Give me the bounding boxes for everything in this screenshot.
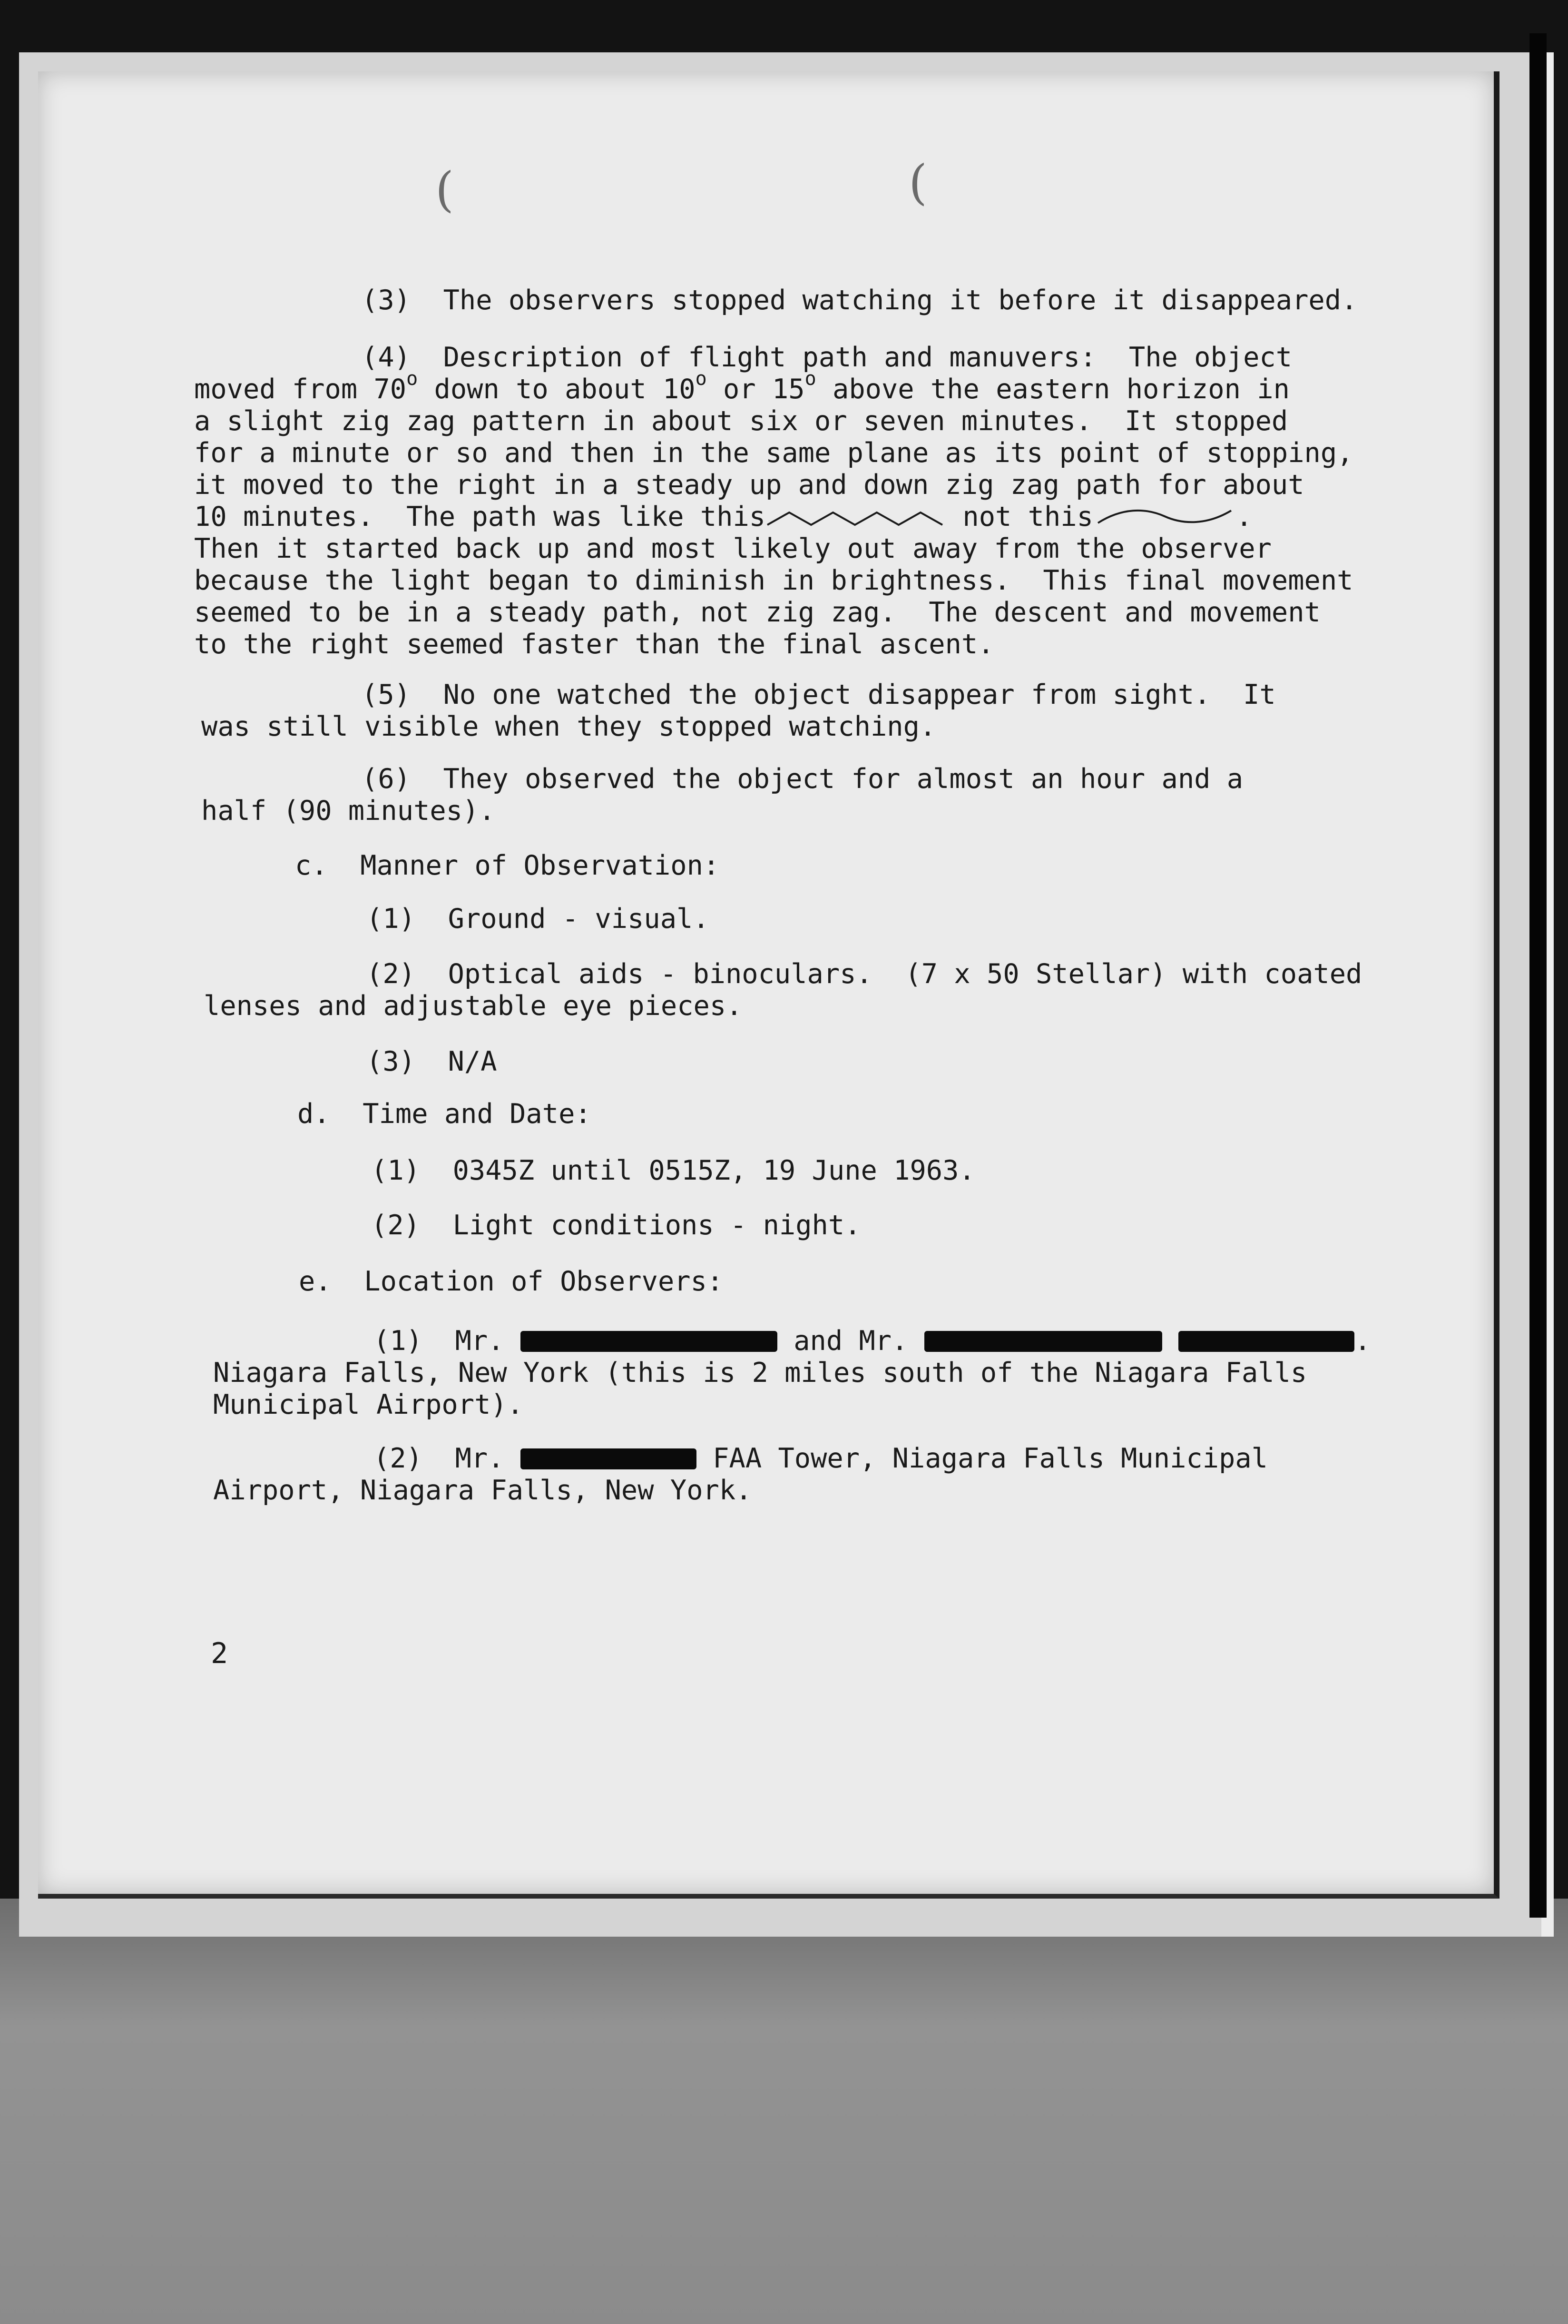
- underlying-sheet: [0, 1899, 1568, 2324]
- item-4-line-5: it moved to the right in a steady up and down zig zag path for about: [194, 469, 1304, 501]
- section-d-item-2: (2) Light conditions - night.: [371, 1210, 861, 1241]
- item-4-line-1: (4) Description of flight path and manuvers: The object: [362, 342, 1293, 373]
- section-d-item-1: (1) 0345Z until 0515Z, 19 June 1963.: [371, 1155, 975, 1186]
- section-d-heading: d. Time and Date:: [297, 1098, 591, 1130]
- item-4-line-6: 10 minutes. The path was like this not this .: [194, 501, 1253, 532]
- redaction-bar: [924, 1331, 1162, 1352]
- section-e-item-1-line-1: (1) Mr. and Mr. .: [373, 1325, 1371, 1357]
- item-5-line-1: (5) No one watched the object disappear from sight. It: [362, 679, 1276, 710]
- section-e-item-2-line-1: (2) Mr. FAA Tower, Niagara Falls Municipal: [373, 1443, 1268, 1474]
- smooth-wave-path-sketch-icon: [1093, 504, 1236, 532]
- item-4-line-9: seemed to be in a steady path, not zig zag. The descent and movement: [194, 597, 1321, 628]
- item-4-line-8: because the light began to diminish in brightness. This final movement: [194, 565, 1353, 596]
- section-c-item-2-line-1: (2) Optical aids - binoculars. (7 x 50 Stellar) with coated: [366, 958, 1362, 990]
- redaction-bar: [1178, 1331, 1354, 1352]
- punch-hole-mark-icon: (: [435, 162, 454, 217]
- item-4-line-10: to the right seemed faster than the final ascent.: [194, 629, 994, 660]
- frame-edge: [1529, 33, 1547, 1918]
- section-c-item-2-line-2: lenses and adjustable eye pieces.: [204, 990, 743, 1022]
- item-4-line-3: a slight zig zag pattern in about six or seven minutes. It stopped: [194, 405, 1288, 437]
- section-c-item-3: (3) N/A: [366, 1046, 497, 1077]
- section-c-heading: c. Manner of Observation:: [295, 850, 720, 881]
- punch-hole-mark-icon: (: [909, 155, 928, 210]
- item-4-line-4: for a minute or so and then in the same plane as its point of stopping,: [194, 437, 1353, 469]
- section-e-item-1-line-2: Niagara Falls, New York (this is 2 miles south of the Niagara Falls: [213, 1357, 1307, 1388]
- item-4-line-2: moved from 70$^o$ down to about 10$^o$ or 15$^o$ above the eastern horizon in: [194, 368, 1290, 405]
- redaction-bar: [520, 1331, 777, 1352]
- item-3-line: (3) The observers stopped watching it before it disappeared.: [362, 285, 1358, 316]
- redaction-bar: [520, 1448, 696, 1469]
- item-4-line-7: Then it started back up and most likely out away from the observer: [194, 533, 1272, 564]
- zigzag-path-sketch-icon: [765, 504, 946, 532]
- section-e-heading: e. Location of Observers:: [299, 1266, 724, 1297]
- document-page: [38, 71, 1499, 1899]
- section-c-item-1: (1) Ground - visual.: [366, 903, 709, 935]
- item-6-line-1: (6) They observed the object for almost an hour and a: [362, 763, 1244, 795]
- section-e-item-1-line-3: Municipal Airport).: [213, 1389, 524, 1420]
- item-6-line-2: half (90 minutes).: [201, 795, 495, 827]
- section-e-item-2-line-2: Airport, Niagara Falls, New York.: [213, 1475, 752, 1506]
- page-number: 2: [211, 1637, 228, 1670]
- item-5-line-2: was still visible when they stopped watching.: [201, 711, 936, 742]
